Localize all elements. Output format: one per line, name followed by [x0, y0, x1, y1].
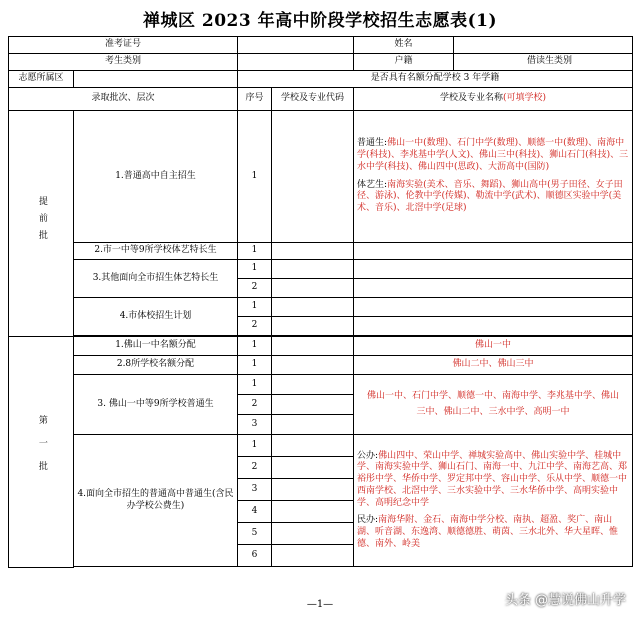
nine-schools-list: 佛山一中、石门中学、顺德一中、南海中学、李兆基中学、佛山三中、佛山二中、三水中学、高明一中 — [354, 375, 633, 435]
admission-number-label: 准考证号 — [9, 37, 238, 54]
code-cell[interactable] — [272, 279, 354, 298]
first-row-3-label: 3. 佛山一中等9所学校普通生 — [74, 375, 238, 435]
header-school-name: 学校及专业名称(可填学校) — [354, 88, 633, 111]
seq-cell: 1 — [238, 243, 272, 260]
seq-cell: 2 — [238, 317, 272, 336]
code-cell[interactable] — [272, 111, 354, 243]
code-cell[interactable] — [272, 395, 354, 415]
candidate-type-field[interactable] — [238, 54, 354, 71]
seq-cell: 6 — [238, 545, 272, 567]
seq-cell: 2 — [238, 395, 272, 415]
seq-cell: 2 — [238, 279, 272, 298]
code-cell[interactable] — [272, 435, 354, 457]
seq-cell: 3 — [238, 415, 272, 435]
code-cell[interactable] — [272, 545, 354, 567]
code-cell[interactable] — [272, 260, 354, 279]
early-row-2-label: 2.市一中等9所学校体艺特长生 — [74, 243, 238, 260]
code-cell[interactable] — [272, 457, 354, 479]
seq-cell: 2 — [238, 457, 272, 479]
citywide-schools-list: 公办:佛山四中、荣山中学、禅城实验高中、佛山实验中学、桂城中学、南海实验中学、狮山石门、南海一中、九江中学、南海艺高、郑裕彤中学、华侨中学、罗定邦中学、容山中学、乐从中学、顺德一中西南学校、北滘中学、三水实验中学、三水华侨中学、高明实验中学、高明纪念中学 民办:南海华附、金石、南海中学分校、南执、超盈、奖广、南山湖、听音湖、东逸湾、顺德德胜、萌茵、三水北外、华大星晖、惟德、南外、岭美 — [354, 435, 633, 567]
seq-cell: 1 — [238, 356, 272, 375]
household-label: 户籍 — [354, 54, 454, 71]
code-cell[interactable] — [272, 523, 354, 545]
school-cell[interactable] — [354, 317, 633, 336]
code-cell[interactable] — [272, 356, 354, 375]
code-cell[interactable] — [272, 243, 354, 260]
early-row-1-label: 1.普通高中自主招生 — [74, 111, 238, 243]
application-form-table — [8, 36, 633, 568]
admission-number-field[interactable] — [238, 37, 354, 54]
independent-enrollment-schools: 普通生:佛山一中(数理)、石门中学(数理)、顺德一中(数理)、南海中学(科技)、李兆基中学(人文)、佛山三中(科技)、狮山石门(科技)、三水中学(科技)、佛山四中(思政)、大沥高中(国防) 体艺生:南海实验(美术、音乐、舞蹈)、狮山高中(男子田径、女子田径、游泳)、伦教中学(传媒)、勒流中学(武术)、顺德区实验中学(美术、音乐)、北滘中学(足球) — [354, 111, 633, 243]
code-cell[interactable] — [272, 479, 354, 501]
district-label: 志愿所属区 — [9, 71, 74, 88]
page-title: 禅城区 2023 年高中阶段学校招生志愿表(1) — [142, 11, 498, 31]
quota-status-label: 是否具有名额分配学校 3 年学籍 — [238, 71, 633, 88]
school-cell[interactable] — [354, 279, 633, 298]
code-cell[interactable] — [272, 415, 354, 435]
first-batch-label: 第一批 — [9, 337, 74, 568]
seq-cell: 1 — [238, 298, 272, 317]
seq-cell: 1 — [238, 337, 272, 356]
code-cell[interactable] — [272, 375, 354, 395]
name-field[interactable] — [454, 37, 633, 54]
quota-school-1: 佛山一中 — [354, 337, 633, 356]
first-row-2-label: 2.8所学校名额分配 — [74, 356, 238, 375]
transfer-type-label: 借读生类别 — [454, 54, 633, 71]
district-field[interactable] — [74, 71, 238, 88]
header-batch: 录取批次、层次 — [9, 88, 238, 111]
header-seq: 序号 — [238, 88, 272, 111]
seq-cell: 1 — [238, 375, 272, 395]
watermark: 头条 @慧说佛山升学 — [504, 593, 626, 608]
first-row-1-label: 1.佛山一中名额分配 — [74, 337, 238, 356]
code-cell[interactable] — [272, 337, 354, 356]
quota-school-2: 佛山二中、佛山三中 — [354, 356, 633, 375]
school-cell[interactable] — [354, 243, 633, 260]
school-cell[interactable] — [354, 298, 633, 317]
seq-cell: 1 — [238, 111, 272, 243]
name-label: 姓名 — [354, 37, 454, 54]
first-row-4-label: 4.面向全市招生的普通高中普通生(含民办学校公费生) — [74, 435, 238, 567]
seq-cell: 4 — [238, 501, 272, 523]
early-row-4-label: 4.市体校招生计划 — [74, 298, 238, 336]
early-batch-label: 提前批 — [9, 111, 74, 337]
seq-cell: 1 — [238, 435, 272, 457]
code-cell[interactable] — [272, 501, 354, 523]
seq-cell: 5 — [238, 523, 272, 545]
code-cell[interactable] — [272, 298, 354, 317]
early-row-3-label: 3.其他面向全市招生体艺特长生 — [74, 260, 238, 298]
code-cell[interactable] — [272, 317, 354, 336]
candidate-type-label: 考生类别 — [9, 54, 238, 71]
seq-cell: 3 — [238, 479, 272, 501]
school-cell[interactable] — [354, 260, 633, 279]
page-number: —1— — [306, 599, 334, 610]
seq-cell: 1 — [238, 260, 272, 279]
header-code: 学校及专业代码 — [272, 88, 354, 111]
